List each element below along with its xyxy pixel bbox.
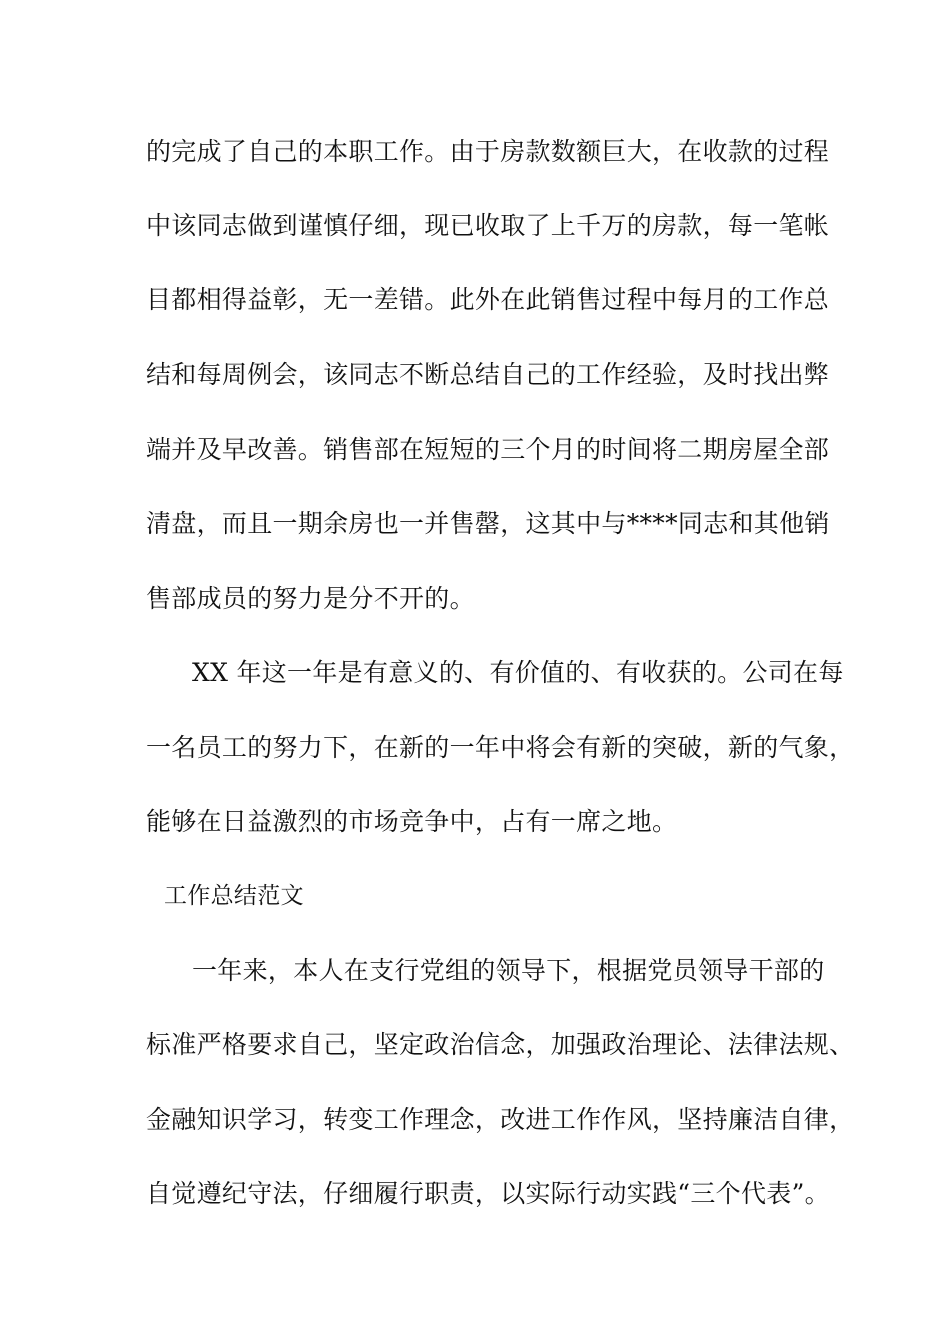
paragraph-line: 端并及早改善。销售部在短短的三个月的时间将二期房屋全部 [146, 435, 830, 464]
paragraph-first-line: 一年来，本人在支行党组的领导下，根据党员领导干部的 [192, 956, 825, 985]
paragraph-line: 金融知识学习，转变工作理念，改进工作作风，坚持廉洁自律， [146, 1105, 855, 1134]
paragraph-line: 一名员工的努力下，在新的一年中将会有新的突破，新的气象， [146, 733, 855, 762]
paragraph-line: 能够在日益激烈的市场竞争中，占有一席之地。 [146, 807, 678, 836]
paragraph-line: 售部成员的努力是分不开的。 [146, 584, 475, 613]
paragraph-line: 结和每周例会，该同志不断总结自己的工作经验，及时找出弊 [146, 360, 830, 389]
paragraph-first-line: XX 年这一年是有意义的、有价值的、有收获的。公司在每 [192, 658, 844, 687]
paragraph-line: 目都相得益彰，无一差错。此外在此销售过程中每月的工作总 [146, 285, 830, 314]
paragraph-line: 中该同志做到谨慎仔细，现已收取了上千万的房款，每一笔帐 [146, 211, 830, 240]
paragraph-line: 自觉遵纪守法，仔细履行职责，以实际行动实践“三个代表”。 [146, 1179, 830, 1208]
paragraph-line: 清盘，而且一期余房也一并售罄，这其中与****同志和其他销 [146, 509, 830, 538]
paragraph-line: 的完成了自己的本职工作。由于房款数额巨大，在收款的过程 [146, 137, 830, 166]
section-heading: 工作总结范文 [164, 883, 304, 909]
paragraph-line: 标准严格要求自己，坚定政治信念，加强政治理论、法律法规、 [146, 1030, 855, 1059]
